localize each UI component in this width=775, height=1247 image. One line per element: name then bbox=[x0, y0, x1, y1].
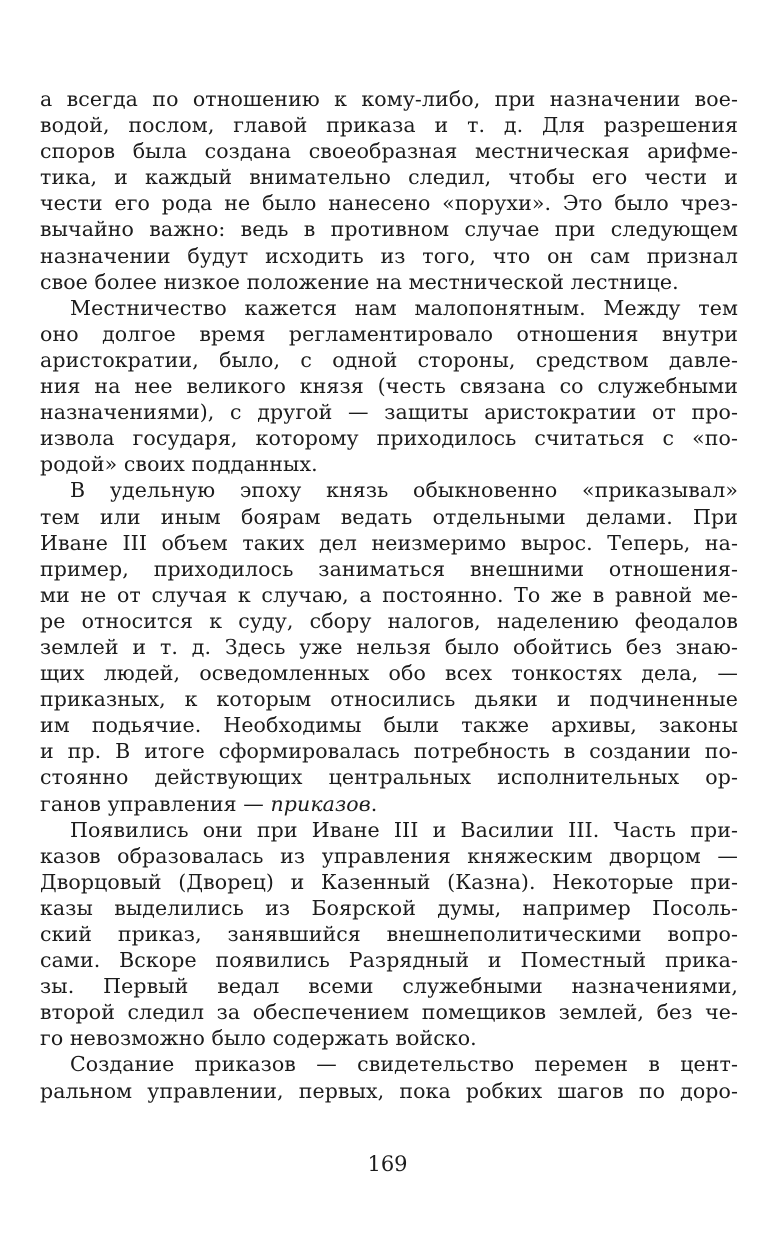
text-line: Дворцовый (Дворец) и Казенный (Казна). Некоторые при- bbox=[40, 869, 738, 894]
text-line: щих людей, осведомленных обо всех тонкостях дела, — bbox=[40, 661, 738, 686]
emphasized-term: приказов bbox=[270, 791, 371, 816]
paragraph bbox=[40, 86, 738, 295]
text-line: тем или иным боярам ведать отдельными делами. При bbox=[40, 504, 738, 529]
text-line: ния на нее великого князя (честь связана со служебными bbox=[40, 374, 738, 399]
text-line: стоянно действующих центральных исполнительных ор- bbox=[40, 765, 738, 790]
text-line: чести его рода не было нанесено «порухи». Это было чрез- bbox=[40, 191, 738, 216]
text-line: Появились они при Иване III и Василии III. Часть при- bbox=[70, 817, 738, 842]
text-line: родой» своих подданных. bbox=[40, 452, 318, 477]
text-line: извола государя, которому приходилось считаться с «по- bbox=[40, 426, 738, 451]
text-line bbox=[40, 791, 738, 817]
text-line: споров была создана своеобразная местническая арифме- bbox=[40, 139, 738, 164]
text-line: а всегда по отношению к кому-либо, при назначении вое- bbox=[40, 87, 738, 111]
text-line: ре относится к суду, сбору налогов, наделению феодалов bbox=[40, 608, 738, 633]
page-number: 169 bbox=[367, 1152, 408, 1176]
text-line: вычайно важно: ведь в противном случае при следующем bbox=[40, 217, 738, 242]
text-line: назначении будут исходить из того, что он сам признал bbox=[40, 243, 738, 268]
text-line: оно долгое время регламентировало отношения внутри bbox=[40, 321, 738, 346]
text-segment: ганов управления — bbox=[40, 791, 271, 816]
text-segment: . bbox=[370, 791, 378, 816]
text-line: Местничество кажется нам малопонятным. Между тем bbox=[70, 295, 738, 320]
text-line: второй следил за обеспечением помещиков землей, без че- bbox=[40, 1000, 738, 1025]
paragraph bbox=[40, 477, 738, 816]
text-line: сами. Вскоре появились Разрядный и Поместный прика- bbox=[40, 948, 738, 973]
body-text bbox=[40, 86, 738, 1104]
text-line: и пр. В итоге сформировалась потребность в создании по- bbox=[40, 739, 738, 764]
text-line: Иване III объем таких дел неизмеримо вырос. Теперь, на- bbox=[40, 530, 738, 555]
text-line: приказных, к которым относились дьяки и подчиненные bbox=[40, 687, 738, 712]
text-line: назначениями), с другой — защиты аристократии от про- bbox=[40, 400, 738, 425]
paragraph bbox=[40, 817, 738, 1052]
text-line: зы. Первый ведал всеми служебными назначениями, bbox=[40, 974, 738, 999]
text-line: казы выделились из Боярской думы, например Посоль- bbox=[40, 895, 738, 920]
text-line: свое более низкое положение на местнической лестнице. bbox=[40, 269, 679, 294]
text-line: пример, приходилось заниматься внешними отношения- bbox=[40, 556, 738, 581]
text-line: казов образовалась из управления княжеским дворцом — bbox=[40, 843, 738, 868]
text-line: им подьячие. Необходимы были также архивы, законы bbox=[40, 713, 738, 738]
text-line: ми не от случая к случаю, а постоянно. То же в равной ме- bbox=[40, 582, 738, 607]
text-line: тика, и каждый внимательно следил, чтобы его чести и bbox=[40, 165, 738, 190]
text-line: аристократии, было, с одной стороны, средством давле- bbox=[40, 347, 738, 372]
text-line: водой, послом, главой приказа и т. д. Для разрешения bbox=[40, 113, 738, 138]
text-line: ральном управлении, первых, пока робких шагов по доро- bbox=[40, 1078, 738, 1103]
text-line: ский приказ, занявшийся внешнеполитическими вопро- bbox=[40, 922, 738, 946]
text-line: Создание приказов — свидетельство перемен в цент- bbox=[70, 1052, 738, 1077]
text-line: В удельную эпоху князь обыкновенно «приказывал» bbox=[70, 478, 738, 503]
text-line: го невозможно было содержать войско. bbox=[40, 1026, 477, 1051]
text-line: землей и т. д. Здесь уже нельзя было обойтись без знаю- bbox=[40, 634, 738, 659]
paragraph bbox=[40, 295, 738, 478]
paragraph bbox=[40, 1051, 738, 1103]
